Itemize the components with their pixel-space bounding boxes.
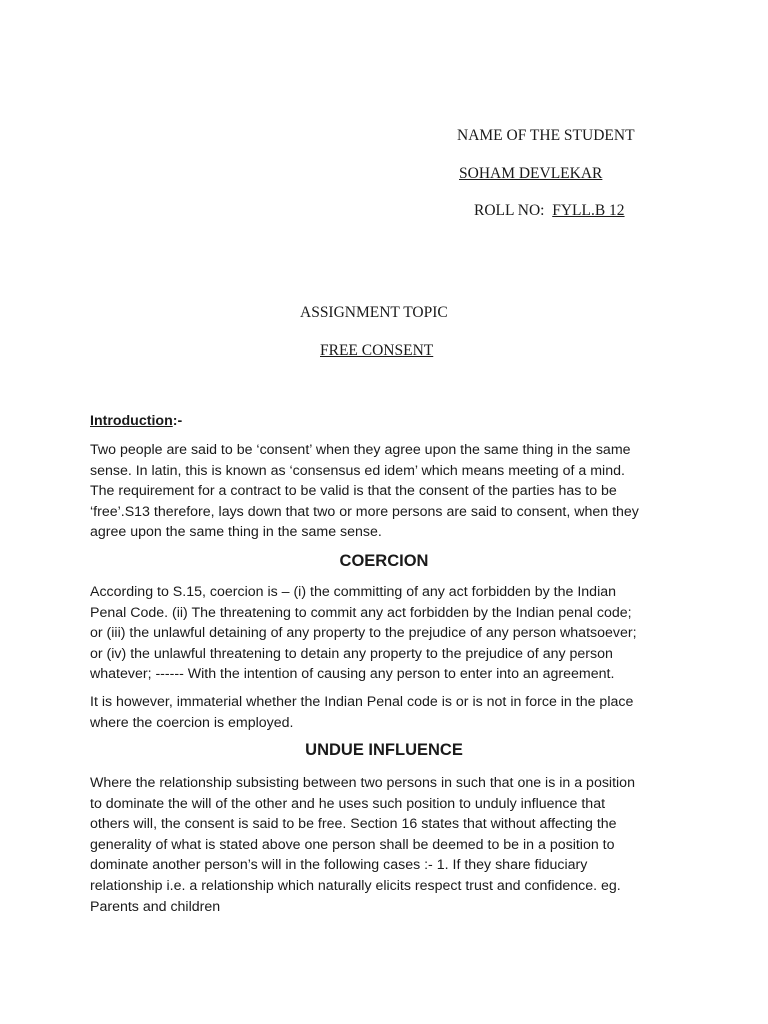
paragraph-line: whatever; ------ With the intention of causing any person to enter into an agreement. <box>90 666 615 683</box>
paragraph-line: ‘free’.S13 therefore, lays down that two or more persons are said to consent, when they <box>90 503 639 520</box>
paragraph-line: According to S.15, coercion is – (i) the committing of any act forbidden by the Indian <box>90 584 617 600</box>
paragraph-line: Two people are said to be ‘consent’ when they agree upon the same thing in the same <box>90 442 631 458</box>
paragraph-line: others will, the consent is said to be free. Section 16 states that without affecting the <box>90 816 617 833</box>
paragraph-line: Where the relationship subsisting between two persons in such that one is in a position <box>90 775 635 791</box>
paragraph-line: sense. In latin, this is known as ‘consensus ed idem’ which means meeting of a mind. <box>90 462 625 479</box>
paragraph-line: generality of what is stated above one person shall be deemed to be in a position to <box>90 836 615 853</box>
paragraph-line: to dominate the will of the other and he uses such position to unduly influence that <box>90 795 606 812</box>
paragraph-line: dominate another person’s will in the following cases :- 1. If they share fiduciary <box>90 857 588 874</box>
paragraph-line: Penal Code. (ii) The threatening to commit any act forbidden by the Indian penal code; <box>90 604 632 621</box>
introduction-heading-suffix: :- <box>172 413 183 429</box>
roll-value: FYLL.B 12 <box>552 202 625 219</box>
paragraph-line: or (iii) the unlawful detaining of any property to the prejudice of any person whatsoever; <box>90 625 637 642</box>
name-label: NAME OF THE STUDENT <box>457 127 635 144</box>
paragraph-line: agree upon the same thing in the same sense. <box>90 524 382 541</box>
introduction-heading <box>90 413 182 429</box>
paragraph-line: where the coercion is employed. <box>90 714 294 731</box>
assignment-topic-title: FREE CONSENT <box>320 342 434 359</box>
roll-label: ROLL NO: <box>474 202 545 219</box>
coercion-paragraph-1 <box>90 582 690 685</box>
paragraph-line: relationship i.e. a relationship which naturally elicits respect trust and confidence. eg. <box>90 877 621 894</box>
introduction-heading-text: Introduction <box>90 413 173 429</box>
undue-influence-paragraph <box>90 773 690 917</box>
paragraph-line: or (iv) the unlawful threatening to detain any property to the prejudice of any person <box>90 645 613 662</box>
undue-influence-heading: UNDUE INFLUENCE <box>305 741 463 759</box>
introduction-paragraph <box>90 440 690 543</box>
assignment-topic-label: ASSIGNMENT TOPIC <box>300 304 448 321</box>
paragraph-line: Parents and children <box>90 898 221 915</box>
paragraph-line: The requirement for a contract to be valid is that the consent of the parties has to be <box>90 483 617 500</box>
student-name: SOHAM DEVLEKAR <box>459 165 603 182</box>
paragraph-line: It is however, immaterial whether the Indian Penal code is or is not in force in the place <box>90 694 634 710</box>
roll-number-line <box>474 202 625 220</box>
coercion-heading: COERCION <box>339 552 429 570</box>
coercion-paragraph-2 <box>90 692 690 733</box>
